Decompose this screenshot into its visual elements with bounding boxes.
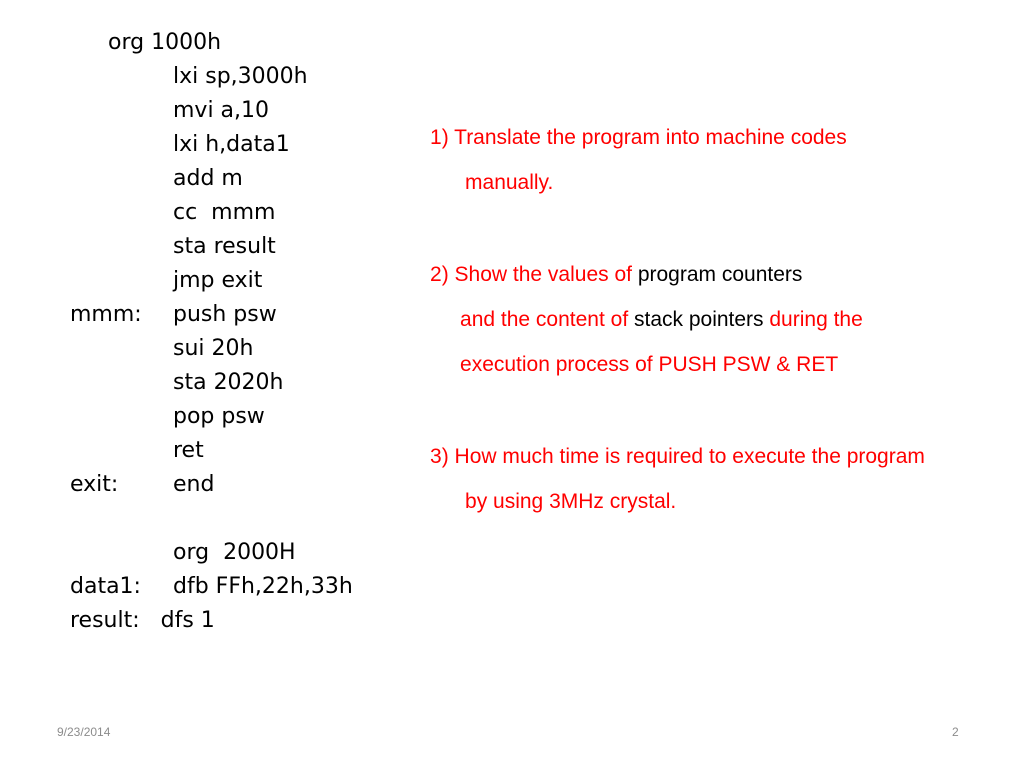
code-instruction: cc mmm	[173, 200, 276, 225]
code-line	[0, 434, 380, 468]
code-blank-line	[0, 502, 380, 536]
code-instruction: push psw	[173, 302, 277, 327]
code-instruction: sta result	[173, 234, 276, 259]
question-3-continuation: by using 3MHz crystal.	[465, 490, 677, 513]
code-instruction: end	[173, 472, 215, 497]
question-2-line-1	[395, 207, 1020, 286]
code-label: data1:	[70, 574, 141, 599]
code-label: mmm:	[70, 302, 142, 327]
code-instruction: lxi h,data1	[173, 132, 290, 157]
code-line	[0, 604, 380, 638]
code-line	[0, 128, 380, 162]
footer-date: 9/23/2014	[57, 725, 111, 739]
question-2-continuation-c: execution process of PUSH PSW & RET	[460, 353, 839, 376]
code-line	[0, 400, 380, 434]
question-2-continuation-a: and the content of	[460, 308, 634, 331]
page-number: 2	[952, 725, 959, 739]
code-instruction: result: dfs 1	[70, 608, 215, 633]
code-line	[0, 468, 380, 502]
question-2-text: 2) Show the values of	[430, 263, 638, 286]
question-1-line-1	[395, 70, 1020, 149]
code-line	[0, 536, 380, 570]
code-line	[0, 196, 380, 230]
code-instruction: jmp exit	[173, 268, 263, 293]
question-1-text: 1) Translate the program into machine codes	[430, 126, 847, 149]
stack-pointers-term: stack pointers	[633, 308, 764, 331]
code-line	[0, 332, 380, 366]
code-line	[0, 264, 380, 298]
code-line	[0, 298, 380, 332]
code-label: exit:	[70, 472, 119, 497]
code-line	[0, 26, 380, 60]
code-instruction: mvi a,10	[173, 98, 270, 123]
code-line	[0, 60, 380, 94]
code-instruction: add m	[173, 166, 243, 191]
question-2-continuation-b: during the	[763, 308, 863, 331]
questions-list	[395, 70, 1020, 513]
question-3-text: 3) How much time is required to execute the program	[430, 445, 925, 468]
code-instruction: lxi sp,3000h	[173, 64, 308, 89]
code-line	[0, 230, 380, 264]
code-instruction: org 1000h	[108, 30, 222, 55]
assembly-code-listing	[0, 26, 380, 638]
code-instruction: sui 20h	[173, 336, 254, 361]
code-line	[0, 570, 380, 604]
code-instruction: org 2000H	[173, 540, 296, 565]
code-instruction: ret	[173, 438, 204, 463]
program-counters-term: program counters	[637, 263, 803, 286]
code-line	[0, 94, 380, 128]
code-line	[0, 366, 380, 400]
question-3-line-1	[395, 389, 1020, 468]
code-instruction: sta 2020h	[173, 370, 284, 395]
code-instruction: pop psw	[173, 404, 265, 429]
code-line	[0, 162, 380, 196]
question-1-continuation: manually.	[465, 171, 554, 194]
code-instruction: dfb FFh,22h,33h	[173, 574, 353, 599]
